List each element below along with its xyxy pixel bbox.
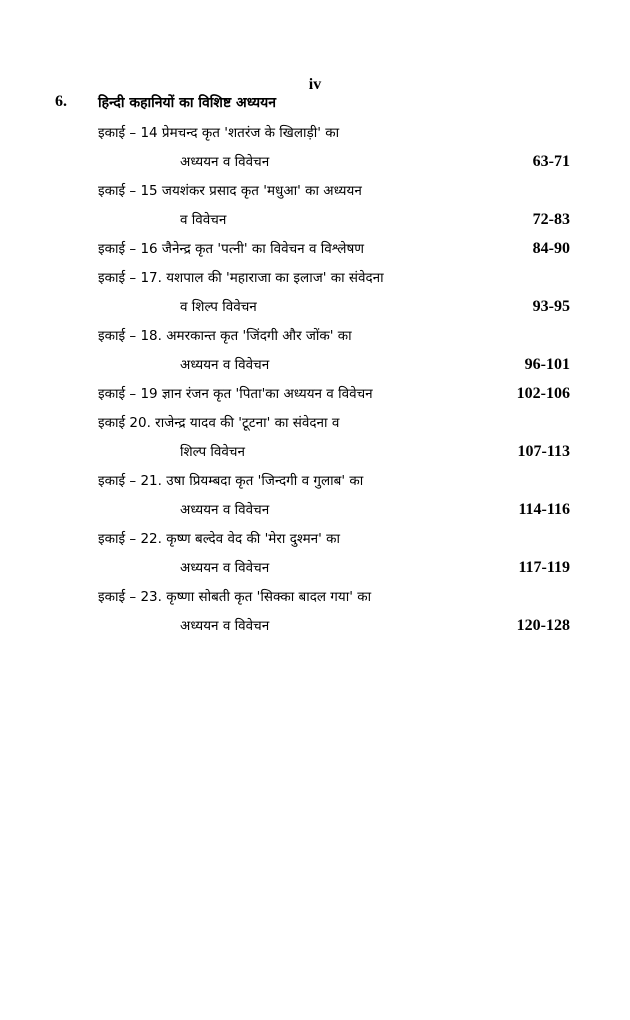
entry-pages: 114-116 [518,501,570,518]
section-title: हिन्दी कहानियों का विशिष्ट अध्ययन [98,95,276,111]
toc-entry-line [98,180,570,209]
entry-pages: 107-113 [517,443,570,460]
toc-entry-line [98,615,570,644]
entry-pages: 84-90 [532,240,570,257]
entry-pages: 120-128 [516,617,570,634]
entry-title: व विवेचन [180,212,227,228]
toc-entry-line [98,296,570,325]
entry-pages: 117-119 [518,559,570,576]
toc-entry-line [98,528,570,557]
entry-title: इकाई – 15 जयशंकर प्रसाद कृत 'मधुआ' का अध्ययन [98,183,362,199]
entry-title: अध्ययन व विवेचन [180,357,270,373]
entry-title: व शिल्प विवेचन [180,299,257,315]
entry-title: इकाई 20. राजेन्द्र यादव की 'टूटना' का संवेदना व [98,415,340,431]
toc-entry-line [98,354,570,383]
toc-entry-line [98,122,570,151]
entry-pages: 102-106 [516,385,570,402]
toc-entry-line [98,470,570,499]
toc-entry-line [98,383,570,412]
toc-entry-line [98,238,570,267]
entry-title: अध्ययन व विवेचन [180,502,270,518]
toc-entry-line [98,151,570,180]
entry-title: इकाई – 22. कृष्ण बल्देव वेद की 'मेरा दुश्मन' का [98,531,341,547]
entry-title: इकाई – 23. कृष्णा सोबती कृत 'सिक्का बादल गया' का [98,589,372,605]
toc-entry-line [98,441,570,470]
toc-entry-line [98,557,570,586]
section-heading [55,93,575,117]
entry-title: इकाई – 21. उषा प्रियम्बदा कृत 'जिन्दगी व गुलाब' का [98,473,364,489]
entry-title: शिल्प विवेचन [180,444,246,460]
entry-title: इकाई – 17. यशपाल की 'महाराजा का इलाज' का संवेदना [98,270,384,286]
section-number: 6. [55,93,67,110]
entry-title: इकाई – 19 ज्ञान रंजन कृत 'पिता'का अध्ययन व विवेचन [98,386,373,402]
entry-pages: 72-83 [532,211,570,228]
toc-entry-line [98,412,570,441]
toc-entry-line [98,325,570,354]
entry-pages: 96-101 [524,356,570,373]
entry-pages: 63-71 [532,153,570,170]
page-number: iv [308,76,322,93]
toc-entry-line [98,209,570,238]
entry-title: अध्ययन व विवेचन [180,154,270,170]
toc-entry-line [98,586,570,615]
entry-title: अध्ययन व विवेचन [180,560,270,576]
entry-title: इकाई – 16 जैनेन्द्र कृत 'पत्नी' का विवेचन व विश्लेषण [98,241,365,257]
entry-title: अध्ययन व विवेचन [180,618,270,634]
entry-pages: 93-95 [532,298,570,315]
toc-entry-line [98,499,570,528]
toc-entry-line [98,267,570,296]
table-of-contents [98,122,570,644]
entry-title: इकाई – 14 प्रेमचन्द कृत 'शतरंज के खिलाड़ी' का [98,125,340,141]
entry-title: इकाई – 18. अमरकान्त कृत 'जिंदगी और जोंक' का [98,328,352,344]
